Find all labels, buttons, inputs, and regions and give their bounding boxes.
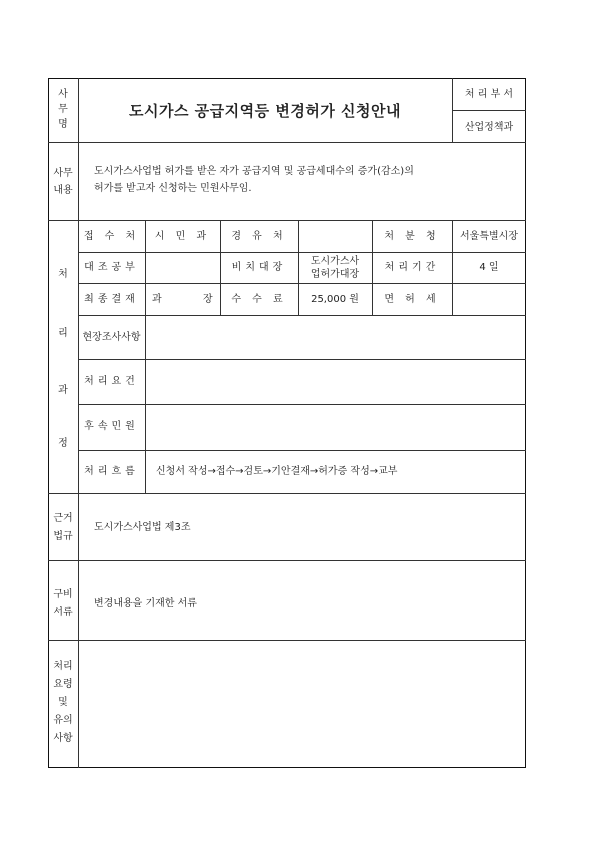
dept-value: 산업정책과 (464, 122, 514, 133)
period-value: 4 일 (479, 262, 499, 273)
process-label-3: 과 (58, 385, 68, 396)
keep-value-line-1: 도시가스사 (310, 256, 360, 267)
fee-value: 25,000 원 (311, 294, 359, 305)
rule (48, 142, 526, 143)
dept-label: 처 리 부 서 (464, 89, 514, 100)
license-label: 면 허 세 (384, 294, 440, 305)
flow-value: 신청서 작성→접수→검토→기안결재→허가증 작성→교부 (156, 466, 398, 477)
notes-label-3: 및 (58, 697, 68, 708)
followup-label: 후속민원 (84, 421, 139, 432)
process-label-4: 정 (58, 438, 68, 449)
rule (452, 110, 526, 111)
notes-label-4: 유의 (53, 715, 73, 726)
keep-label: 비치대장 (231, 262, 287, 273)
approver-value-1: 과 (152, 294, 162, 305)
rule (145, 220, 146, 493)
rule (48, 220, 526, 221)
approver-value-2: 장 (203, 294, 213, 305)
content-label-2: 내용 (53, 185, 73, 196)
basis-label-2: 법규 (53, 531, 73, 542)
notes-label-5: 사항 (53, 733, 73, 744)
period-label: 처리기간 (384, 262, 440, 273)
basis-label-1: 근거 (53, 513, 73, 524)
notes-label-1: 처리 (53, 661, 73, 672)
keep-value-line-2: 업허가대장 (310, 269, 360, 280)
content-line-2: 허가를 받고자 신청하는 민원사무임. (94, 183, 252, 194)
via-label: 경 유 처 (231, 231, 287, 242)
page-title: 도시가스 공급지역등 변경허가 신청안내 (129, 102, 401, 120)
content-label-1: 사무 (53, 168, 73, 179)
ledger-label: 대조공부 (84, 262, 139, 273)
side-label-3: 명 (58, 119, 68, 130)
requirements-label: 처리요건 (84, 376, 139, 387)
office-label: 처 분 청 (384, 231, 440, 242)
approver-label: 최종결재 (84, 294, 139, 305)
fee-label: 수 수 료 (231, 294, 287, 305)
basis-value: 도시가스사업법 제3조 (94, 522, 191, 533)
reception-label: 접 수 처 (83, 231, 140, 242)
documents-label-2: 서류 (53, 607, 73, 618)
process-label-2: 리 (58, 328, 68, 339)
content-line-1: 도시가스사업법 허가를 받은 자가 공급지역 및 공급세대수의 증가(감소)의 (94, 166, 414, 177)
reception-value: 시 민 과 (154, 231, 211, 242)
documents-label-1: 구비 (53, 589, 73, 600)
flow-label: 처리흐름 (84, 466, 139, 477)
side-label-1: 사 (58, 89, 68, 100)
documents-value: 변경내용을 기재한 서류 (94, 598, 197, 609)
rule (48, 493, 526, 494)
notes-label-2: 요령 (53, 679, 73, 690)
office-value: 서울특별시장 (460, 231, 518, 242)
onsite-label: 현장조사사항 (82, 332, 141, 343)
process-label-1: 처 (58, 269, 68, 280)
rule (48, 640, 526, 641)
side-label-2: 무 (58, 104, 68, 115)
rule (48, 560, 526, 561)
